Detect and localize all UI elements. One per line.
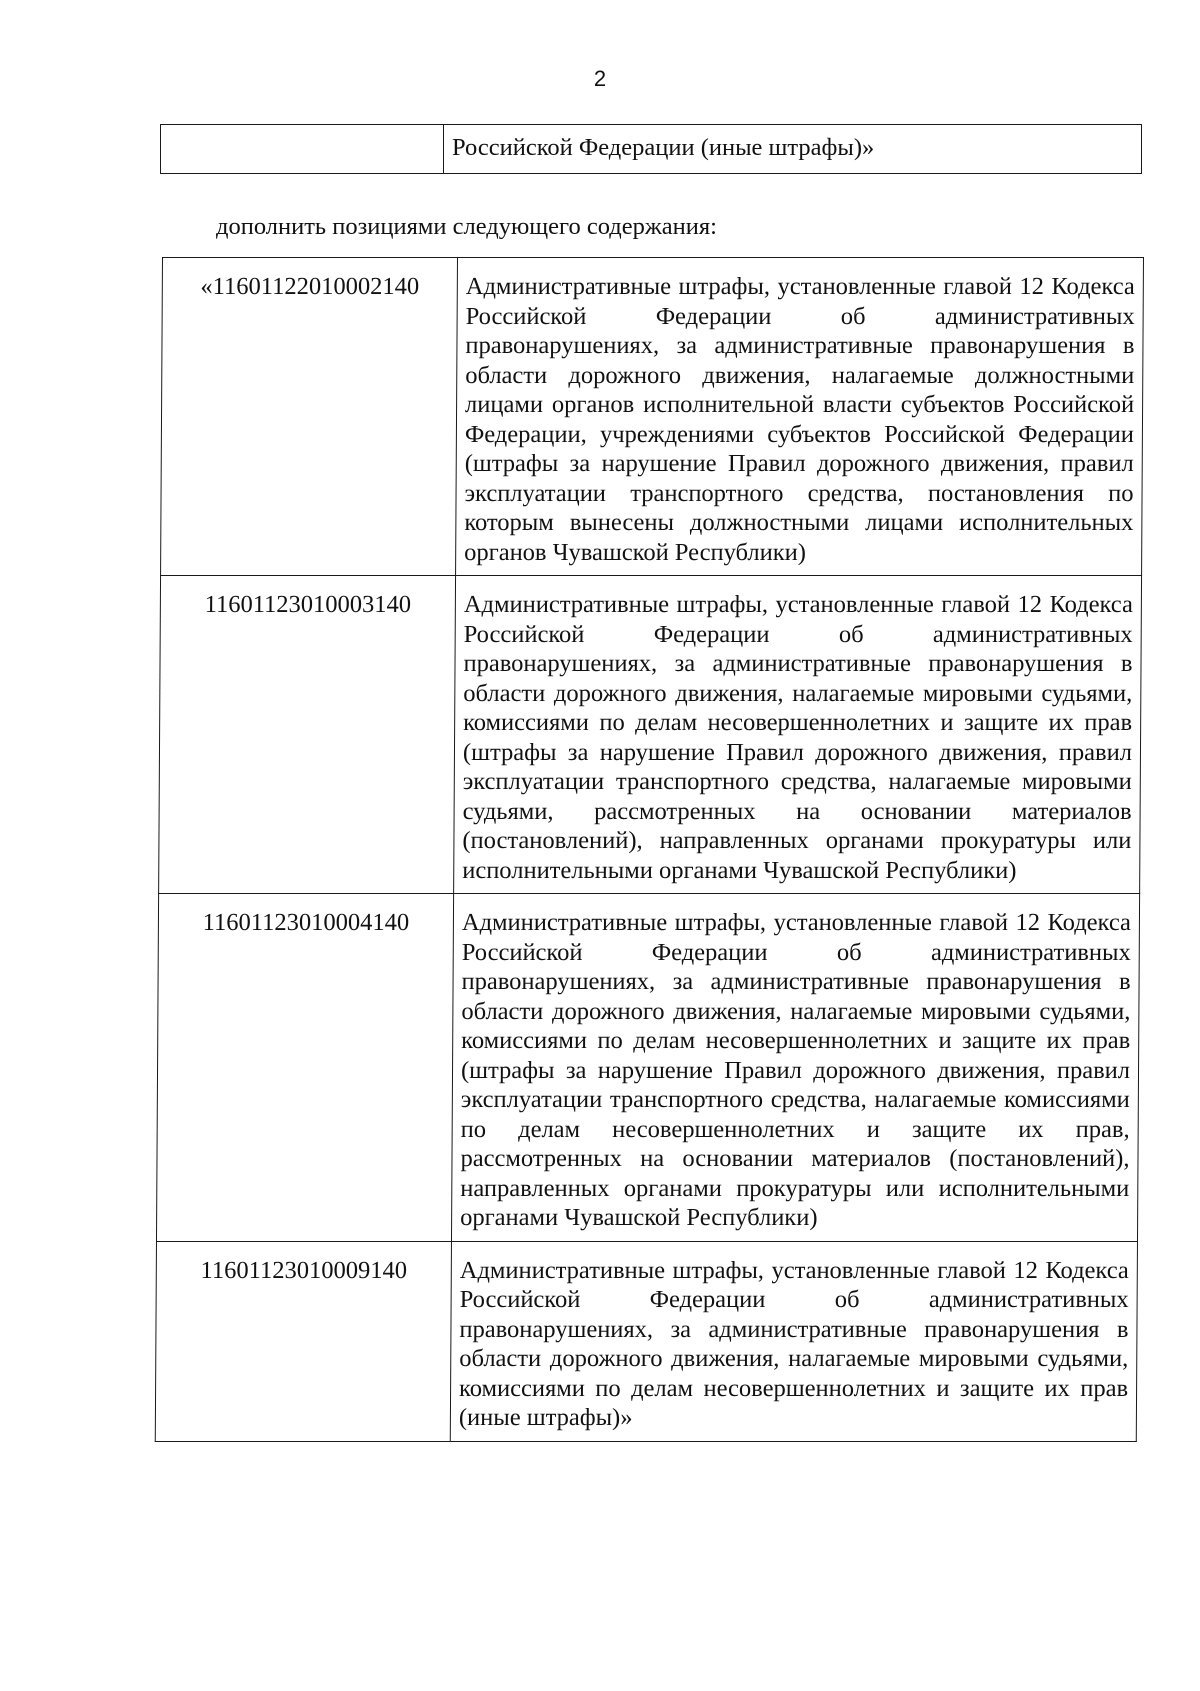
description-cell: Российской Федерации (иные штрафы)» <box>444 125 1142 174</box>
code-cell: 11601123010009140 <box>155 1241 451 1441</box>
table-row <box>161 258 1144 576</box>
description-cell: Административные штрафы, установленные главой 12 Кодекса Российской Федерации об административных правонарушениях, за административные правонарушения в области дорожного движения, налагаемые мировыми судьями, комиссиями по делам несовершеннолетних и защите их прав (иные штрафы)» <box>450 1241 1137 1441</box>
description-cell: Административные штрафы, установленные главой 12 Кодекса Российской Федерации об административных правонарушениях, за административные правонарушения в области дорожного движения, налагаемые мировыми судьями, комиссиями по делам несовершеннолетних и защите их прав (штрафы за нарушение Правил дорожного движения, правил эксплуатации транспортного средства, налагаемые комиссиями по делам несовершеннолетних и защите их прав, рассмотренных на основании материалов (постановлений), направленных органами прокуратуры или исполнительными органами Чувашской Республики) <box>451 894 1139 1242</box>
intro-text: дополнить позициями следующего содержания: <box>216 213 717 240</box>
description-cell: Административные штрафы, установленные главой 12 Кодекса Российской Федерации об административных правонарушениях, за административные правонарушения в области дорожного движения, налагаемые мировыми судьями, комиссиями по делам несовершеннолетних и защите их прав (штрафы за нарушение Правил дорожного движения, правил эксплуатации транспортного средства, налагаемые мировыми судьями, рассмотренных на основании материалов (постановлений), направленных органами прокуратуры или исполнительными органами Чувашской Республики) <box>454 576 1142 894</box>
positions-table <box>155 257 1144 1442</box>
table-row <box>161 125 1142 174</box>
code-cell: «11601122010002140 <box>161 258 458 576</box>
code-cell: 11601123010003140 <box>159 576 456 894</box>
description-cell: Административные штрафы, установленные главой 12 Кодекса Российской Федерации об административных правонарушениях, за административные правонарушения в области дорожного движения, налагаемые должностными лицами органов исполнительной власти субъектов Российской Федерации, учреждениями субъектов Российской Федерации (штрафы за нарушение Правил дорожного движения, правил эксплуатации транспортного средства, постановления по которым вынесены должностными лицами исполнительных органов Чувашской Республики) <box>456 258 1144 576</box>
code-cell: 11601123010004140 <box>156 894 453 1242</box>
table-row <box>156 894 1139 1242</box>
page-number: 2 <box>593 66 607 91</box>
table-row <box>155 1241 1137 1441</box>
table-row <box>159 576 1142 894</box>
code-cell <box>161 125 444 174</box>
continuation-table <box>160 124 1142 174</box>
